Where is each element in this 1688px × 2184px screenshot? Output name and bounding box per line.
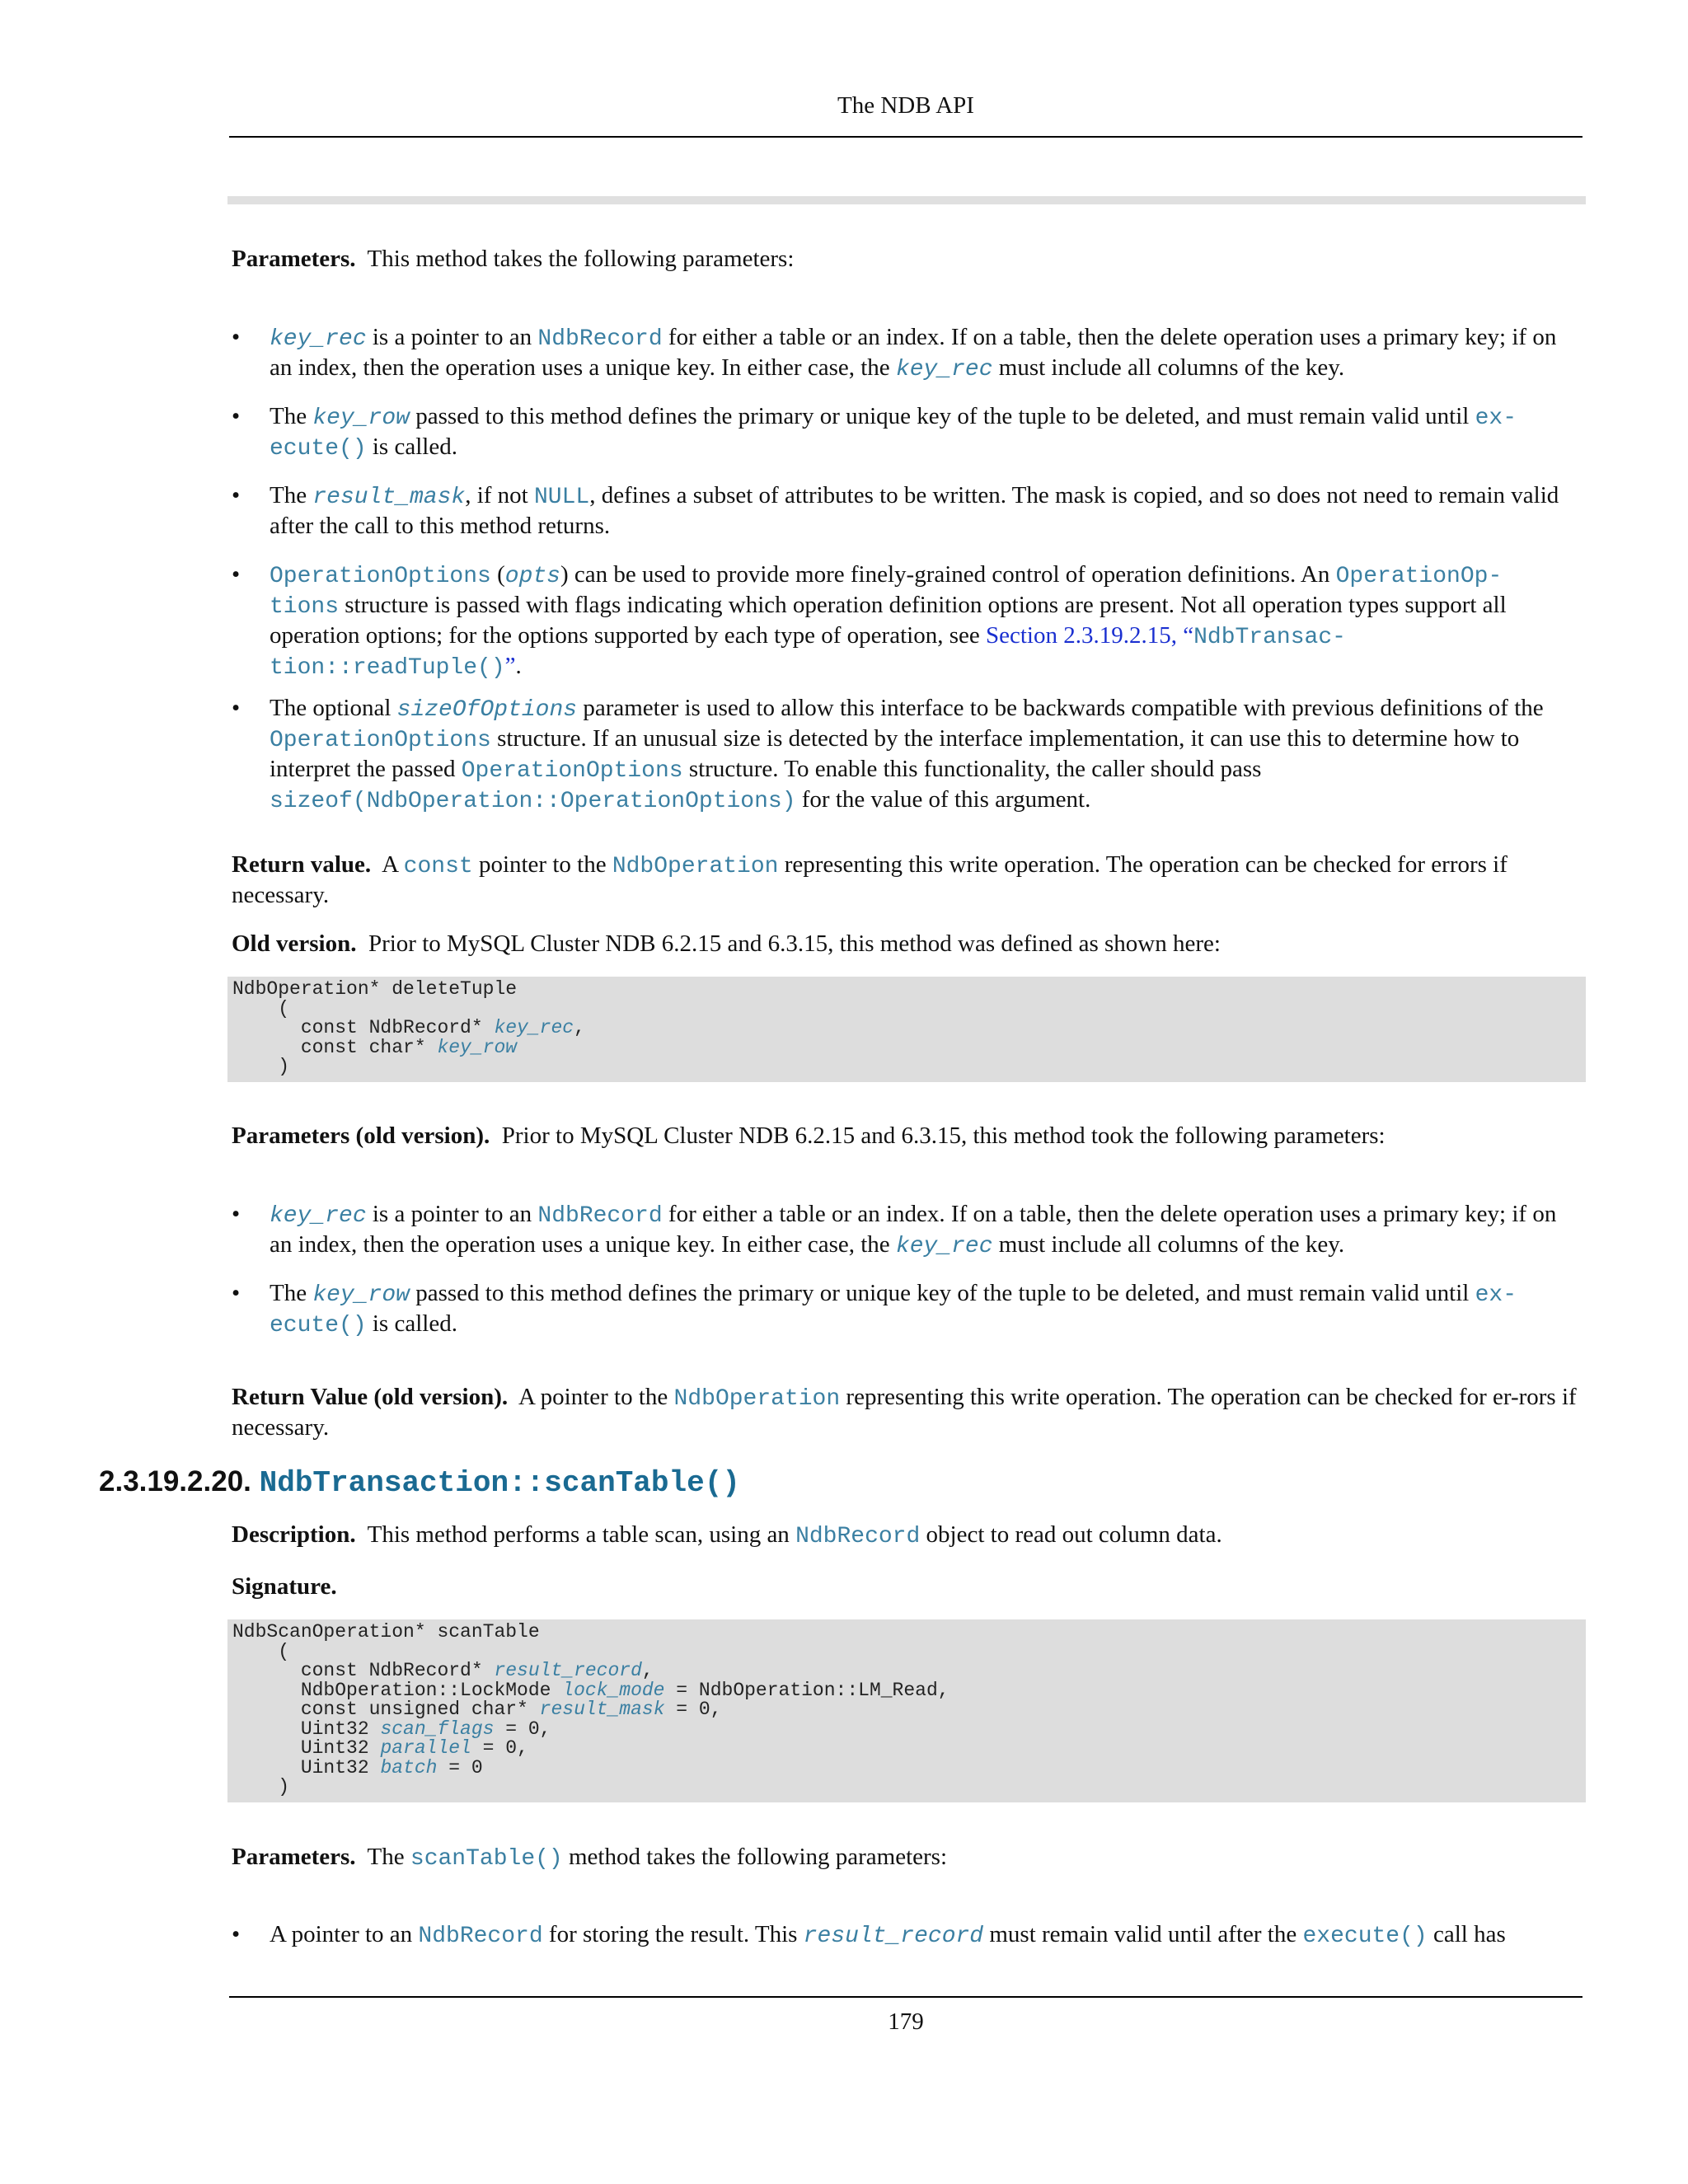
parameters-intro: This method takes the following parameters: — [367, 246, 795, 272]
scan-parameters-paragraph: Parameters. The scanTable() method takes the following parameters: — [232, 1844, 948, 1872]
bullet-icon: • — [232, 1280, 241, 1306]
bullet-icon: • — [232, 482, 241, 509]
bullet-icon: • — [232, 1921, 241, 1947]
old-version-label: Old version. — [232, 930, 357, 957]
list-item: • key_rec is a pointer to an NdbRecord for either a table or an index. If on a table, then the delete operation uses a primary key; if on an index, then the operation uses a unique key. In either case, the key_rec must include all columns of the key. — [232, 1201, 1557, 1259]
list-item: • OperationOptions (opts) can be used to provide more finely-grained control of operation definitions. An OperationOp- tions structure is passed with flags indicating which operation definition options are present. Not all operation types support all operation options; for the options supported by each type of operation, see Section 2.3.19.2.15, “NdbTransac- tion::readTuple()”. — [232, 561, 1507, 681]
signature-paragraph — [232, 1572, 1583, 1601]
bullet-icon: • — [232, 561, 241, 588]
list-item: • The key_row passed to this method defines the primary or unique key of the tuple to be deleted, and must remain valid until ex- ecute() is called. — [232, 403, 1517, 462]
bullet-icon: • — [232, 324, 241, 350]
param-name: sizeOfOptions — [396, 697, 578, 723]
footer-rule — [229, 1996, 1582, 1998]
section-heading — [99, 1465, 740, 1500]
return-value-old-paragraph: Return Value (old version). A pointer to the NdbOperation representing this write operation. The operation can be checked for er-rors if necessary. — [232, 1384, 1577, 1441]
bullet-icon: • — [232, 695, 241, 721]
signature-label: Signature. — [232, 1573, 337, 1600]
section-number: 2.3.19.2.20. — [99, 1465, 251, 1497]
parameters-old-label: Parameters (old version). — [232, 1122, 490, 1149]
list-item: • The optional sizeOfOptions parameter is used to allow this interface to be backwards compatible with previous definitions of the OperationOptions structure. If an unusual size is detected by the interface implementation, it can use this to determine how to interpret the passed OperationOptions structure. To enable this functionality, the caller should pass sizeof(NdbOperation::OperationOptions) for the value of this argument. — [232, 695, 1544, 814]
page-header: The NDB API — [837, 92, 974, 119]
header-rule — [229, 136, 1582, 138]
scan-parameters-label: Parameters. — [232, 1844, 356, 1870]
parameters-paragraph — [232, 245, 1583, 273]
section-separator — [227, 196, 1586, 204]
code-block-delete-tuple: NdbOperation* deleteTuple ( const NdbRecord* key_rec, const char* key_row ) — [227, 977, 1586, 1082]
param-name: result_mask — [312, 485, 466, 510]
parameters-old-paragraph: Parameters (old version). Prior to MySQL Cluster NDB 6.2.15 and 6.3.15, this method took the following parameters: — [232, 1122, 1386, 1149]
return-value-paragraph: Return value. A const pointer to the NdbOperation representing this write operation. The operation can be checked for errors if necessary. — [232, 851, 1507, 908]
old-version-paragraph: Old version. Prior to MySQL Cluster NDB 6.2.15 and 6.3.15, this method was defined as shown here: — [232, 930, 1221, 957]
bullet-icon: • — [232, 403, 241, 429]
code-block-scan-table: NdbScanOperation* scanTable ( const NdbRecord* result_record, NdbOperation::LockMode lock_mode = NdbOperation::LM_Read, const unsigned char* result_mask = 0, Uint32 scan_flags = 0, Uint32 parallel = 0, Uint32 batch = 0 ) — [227, 1619, 1586, 1802]
param-name: key_rec — [270, 1203, 367, 1229]
parameters-label: Parameters. — [232, 246, 356, 272]
class-name: NdbRecord — [537, 326, 663, 352]
list-item: • The key_row passed to this method defines the primary or unique key of the tuple to be deleted, and must remain valid until ex- ecute() is called. — [232, 1280, 1517, 1338]
bullet-icon: • — [232, 1201, 241, 1227]
description-paragraph: Description. This method performs a table scan, using an NdbRecord object to read out column data. — [232, 1521, 1222, 1549]
description-label: Description. — [232, 1521, 356, 1548]
section-link[interactable]: Section 2.3.19.2.15, “NdbTransac- tion::readTuple()” — [270, 622, 1346, 681]
param-name: opts — [504, 564, 560, 589]
list-item: • The result_mask, if not NULL, defines a subset of attributes to be written. The mask is copied, and so does not need to remain valid after the call to this method returns. — [232, 482, 1559, 539]
return-value-label: Return value. — [232, 851, 372, 878]
param-name: key_rec — [270, 326, 367, 352]
list-item: • key_rec is a pointer to an NdbRecord for either a table or an index. If on a table, then the delete operation uses a primary key; if on an index, then the operation uses a unique key. In either case, the key_rec must include all columns of the key. — [232, 324, 1557, 382]
return-value-old-label: Return Value (old version). — [232, 1384, 509, 1410]
param-name: key_row — [312, 405, 410, 431]
param-name: result_record — [803, 1924, 984, 1949]
list-item: • A pointer to an NdbRecord for storing the result. This result_record must remain valid until after the execute() call has — [232, 1921, 1506, 1949]
param-name: key_row — [312, 1282, 410, 1308]
section-title: NdbTransaction::scanTable() — [259, 1466, 740, 1500]
page-number: 179 — [888, 2008, 924, 2035]
